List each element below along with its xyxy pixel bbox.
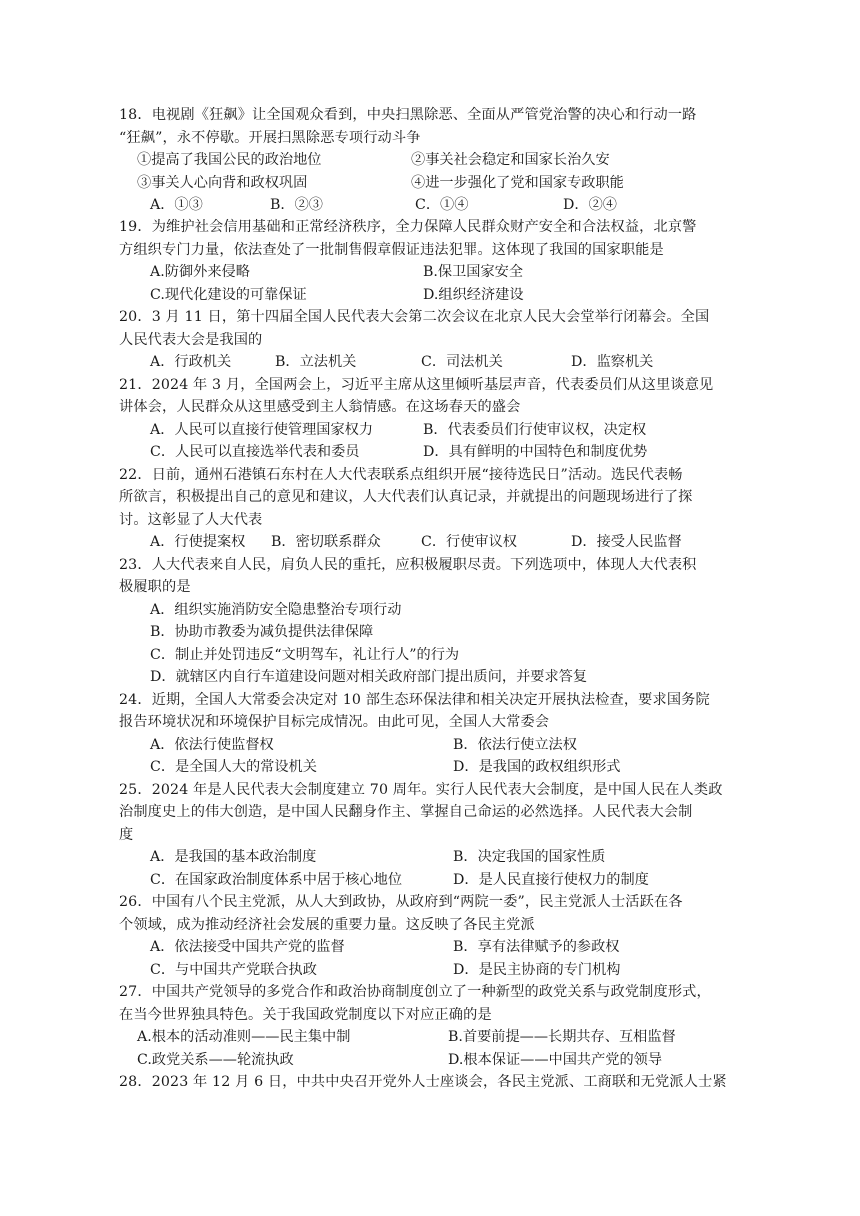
q26-stem-line-1: 26．中国有八个民主党派，从人大到政协，从政府到“两院一委”，民主党派人士活跃在各 — [119, 894, 683, 910]
q24-option-b: B．依法行使立法权 — [453, 737, 577, 753]
q18-stem-line-2: “狂飙”，永不停歇。开展扫黑除恶专项行动斗争 — [119, 130, 421, 146]
q21-option-b: B．代表委员们行使审议权，决定权 — [423, 422, 647, 438]
q23-option-a: A．组织实施消防安全隐患整治专项行动 — [150, 602, 402, 618]
q22-stem-line-1: 22．日前，通州石港镇石东村在人大代表联系点组织开展“接待选民日”活动。选民代表畅 — [119, 467, 683, 483]
q18-option-a: A．①③ — [150, 197, 203, 213]
q27-stem-line-2: 在当今世界独具特色。关于我国政党制度以下对应正确的是 — [119, 1007, 492, 1023]
q27-option-d: D.根本保证——中国共产党的领导 — [448, 1052, 663, 1068]
q26-option-b: B．享有法律赋予的参政权 — [453, 939, 620, 955]
q19-option-c: C.现代化建设的可靠保证 — [150, 287, 307, 303]
q21-stem-line-1: 21．2024 年 3 月，全国两会上，习近平主席从这里倾听基层声音，代表委员们从这里谈意见 — [119, 377, 714, 393]
q21-option-a: A．人民可以直接行使管理国家权力 — [150, 422, 374, 438]
q19-stem-line-1: 19．为维护社会信用基础和正常经济秩序，全力保障人民群众财产安全和合法权益，北京警 — [119, 219, 697, 235]
q27-option-a: A.根本的活动准则——民主集中制 — [137, 1029, 351, 1045]
q25-option-a: A．是我国的基本政治制度 — [150, 849, 317, 865]
q20-option-a: A．行政机关 — [150, 354, 232, 370]
q24-option-a: A．依法行使监督权 — [150, 737, 274, 753]
q24-stem-line-1: 24．近期，全国人大常委会决定对 10 部生态环保法律和相关决定开展执法检查，要求国务院 — [119, 692, 710, 708]
q20-stem-line-2: 人民代表大会是我国的 — [119, 332, 263, 348]
q25-option-d: D．是人民直接行使权力的制度 — [453, 872, 649, 888]
q26-option-a: A．依法接受中国共产党的监督 — [150, 939, 345, 955]
q26-option-d: D．是民主协商的专门机构 — [453, 962, 621, 978]
q20-option-b: B．立法机关 — [275, 354, 357, 370]
q20-option-d: D．监察机关 — [571, 354, 654, 370]
q19-stem-line-2: 方组织专门力量，依法查处了一批制售假章假证违法犯罪。这体现了我国的国家职能是 — [119, 242, 664, 258]
q18-option-d: D．②④ — [563, 197, 617, 213]
q25-option-b: B．决定我国的国家性质 — [453, 849, 606, 865]
q18-statement-2: ②事关社会稳定和国家长治久安 — [411, 152, 610, 168]
q22-option-a: A．行使提案权 — [150, 534, 246, 550]
q22-option-b: B．密切联系群众 — [271, 534, 381, 550]
q23-option-b: B．协助市教委为减负提供法律保障 — [150, 624, 374, 640]
q19-option-a: A.防御外来侵略 — [150, 264, 250, 280]
q20-option-c: C．司法机关 — [421, 354, 503, 370]
q23-option-c: C．制止并处罚违反“文明驾车，礼让行人”的行为 — [150, 647, 460, 663]
q25-option-c: C．在国家政治制度体系中居于核心地位 — [150, 872, 403, 888]
q26-stem-line-2: 个领域，成为推动经济社会发展的重要力量。这反映了各民主党派 — [119, 917, 535, 933]
q18-option-b: B．②③ — [270, 197, 323, 213]
q22-option-d: D．接受人民监督 — [571, 534, 682, 550]
q27-option-b: B.首要前提——长期共存、互相监督 — [448, 1029, 676, 1045]
q25-stem-line-2: 治制度史上的伟大创造，是中国人民翻身作主、掌握自己命运的必然选择。人民代表大会制 — [119, 804, 693, 820]
q21-stem-line-2: 讲体会，人民群众从这里感受到主人翁情感。在这场春天的盛会 — [119, 399, 521, 415]
q23-stem-line-2: 极履职的是 — [119, 579, 191, 595]
q19-option-b: B.保卫国家安全 — [423, 264, 524, 280]
q23-stem-line-1: 23．人大代表来自人民，肩负人民的重托，应积极履职尽责。下列选项中，体现人大代表积 — [119, 557, 697, 573]
q18-stem-line-1: 18．电视剧《狂飙》让全国观众看到，中央扫黑除恶、全面从严管党治警的决心和行动一路 — [119, 107, 697, 123]
q28-stem-line-1: 28．2023 年 12 月 6 日，中共中央召开党外人士座谈会，各民主党派、工商联和无党派人士紧 — [119, 1074, 727, 1090]
q21-option-c: C．人民可以直接选举代表和委员 — [150, 444, 360, 460]
q26-option-c: C．与中国共产党联合执政 — [150, 962, 317, 978]
q18-option-c: C．①④ — [415, 197, 469, 213]
q18-statement-4: ④进一步强化了党和国家专政职能 — [411, 175, 624, 191]
q27-option-c: C.政党关系——轮流执政 — [137, 1052, 294, 1068]
q18-statement-1: ①提高了我国公民的政治地位 — [137, 152, 322, 168]
q21-option-d: D．具有鲜明的中国特色和制度优势 — [423, 444, 648, 460]
q22-stem-line-3: 讨。这彰显了人大代表 — [119, 512, 263, 528]
q25-stem-line-3: 度 — [119, 827, 134, 843]
q23-option-d: D．就辖区内自行车道建设问题对相关政府部门提出质问，并要求答复 — [150, 669, 588, 685]
q24-option-c: C．是全国人大的常设机关 — [150, 759, 317, 775]
q20-stem-line-1: 20．3 月 11 日，第十四届全国人民代表大会第二次会议在北京人民大会堂举行闭幕会。全国 — [119, 309, 710, 325]
q24-stem-line-2: 报告环境状况和环境保护目标完成情况。由此可见，全国人大常委会 — [119, 714, 550, 730]
q19-option-d: D.组织经济建设 — [423, 287, 524, 303]
q22-option-c: C．行使审议权 — [421, 534, 517, 550]
q18-statement-3: ③事关人心向背和政权巩固 — [137, 175, 308, 191]
q27-stem-line-1: 27．中国共产党领导的多党合作和政治协商制度创立了一种新型的政党关系与政党制度形式， — [119, 984, 711, 1000]
q24-option-d: D．是我国的政权组织形式 — [453, 759, 621, 775]
q22-stem-line-2: 所欲言，积极提出自己的意见和建议，人大代表们认真记录，并就提出的问题现场进行了探 — [119, 489, 693, 505]
q25-stem-line-1: 25．2024 年是人民代表大会制度建立 70 周年。实行人民代表大会制度，是中国人民在人类政 — [119, 782, 723, 798]
